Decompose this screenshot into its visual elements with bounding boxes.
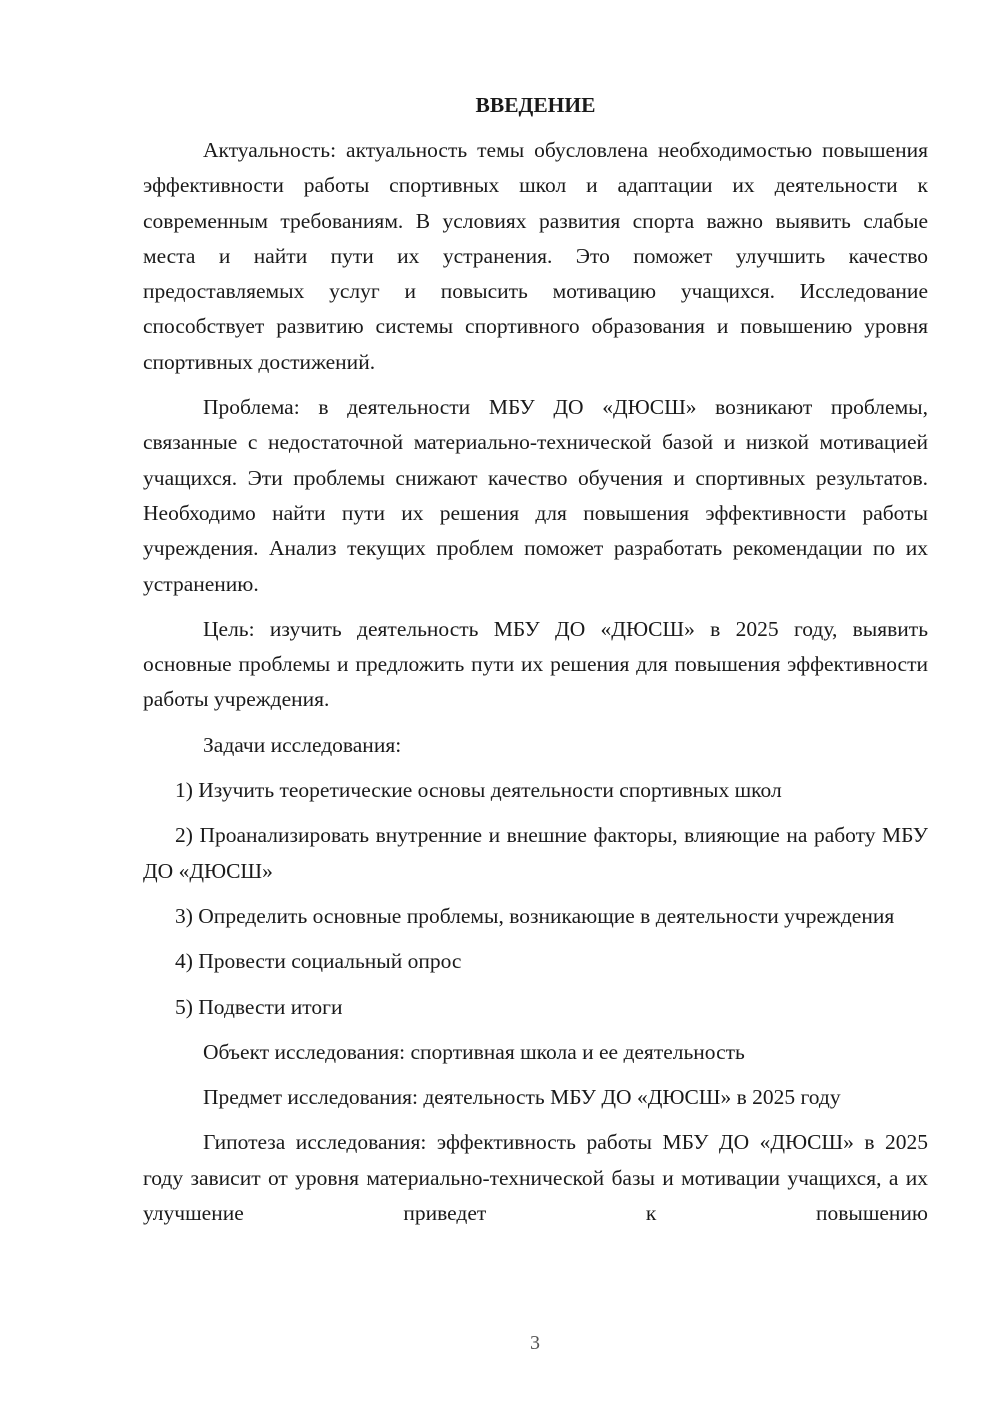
task-item: 3) Определить основные проблемы, возникающие в деятельности учреждения [175, 903, 895, 928]
task-item: 5) Подвести итоги [175, 994, 343, 1019]
paragraph-object: Объект исследования: спортивная школа и ее деятельность [203, 1039, 745, 1064]
paragraph-tasks-heading: Задачи исследования: [203, 732, 402, 757]
task-item: 4) Провести социальный опрос [175, 949, 462, 974]
paragraph-goal: Цель: изучить деятельность МБУ ДО «ДЮСШ» в 2025 году, выявить основные проблемы и предложить пути их решения для повышения эффективности работы учреждения. [143, 616, 928, 712]
paragraph-hypothesis: Гипотеза исследования: эффективность работы МБУ ДО «ДЮСШ» в 2025 году зависит от уровня материально-технической базы и мотивации учащихся, а их улучшение приведет к повышению [143, 1130, 928, 1226]
paragraph-subject: Предмет исследования: деятельность МБУ ДО «ДЮСШ» в 2025 году [203, 1085, 841, 1110]
paragraph-relevance: Актуальность: актуальность темы обусловлена необходимостью повышения эффективности работы спортивных школ и адаптации их деятельности к современным требованиям. В условиях развития спорта важно выявить слабые места и найти пути их устранения. Это поможет улучшить качество предоставляемых услуг и повысить мотивацию учащихся. Исследование способствует развитию системы спортивного образования и повышению уровня спортивных достижений. [143, 138, 928, 374]
section-heading: ВВЕДЕНИЕ [475, 93, 596, 117]
document-page [143, 88, 928, 1241]
page-number: 3 [530, 1332, 540, 1354]
task-item: 1) Изучить теоретические основы деятельности спортивных школ [175, 778, 782, 803]
task-item: 2) Проанализировать внутренние и внешние факторы, влияющие на работу МБУ ДО «ДЮСШ» [143, 823, 928, 883]
paragraph-problem: Проблема: в деятельности МБУ ДО «ДЮСШ» возникают проблемы, связанные с недостаточной материально-технической базой и низкой мотивацией учащихся. Эти проблемы снижают качество обучения и спортивных результатов. Необходимо найти пути их решения для повышения эффективности работы учреждения. Анализ текущих проблем поможет разработать рекомендации по их устранению. [143, 395, 928, 596]
